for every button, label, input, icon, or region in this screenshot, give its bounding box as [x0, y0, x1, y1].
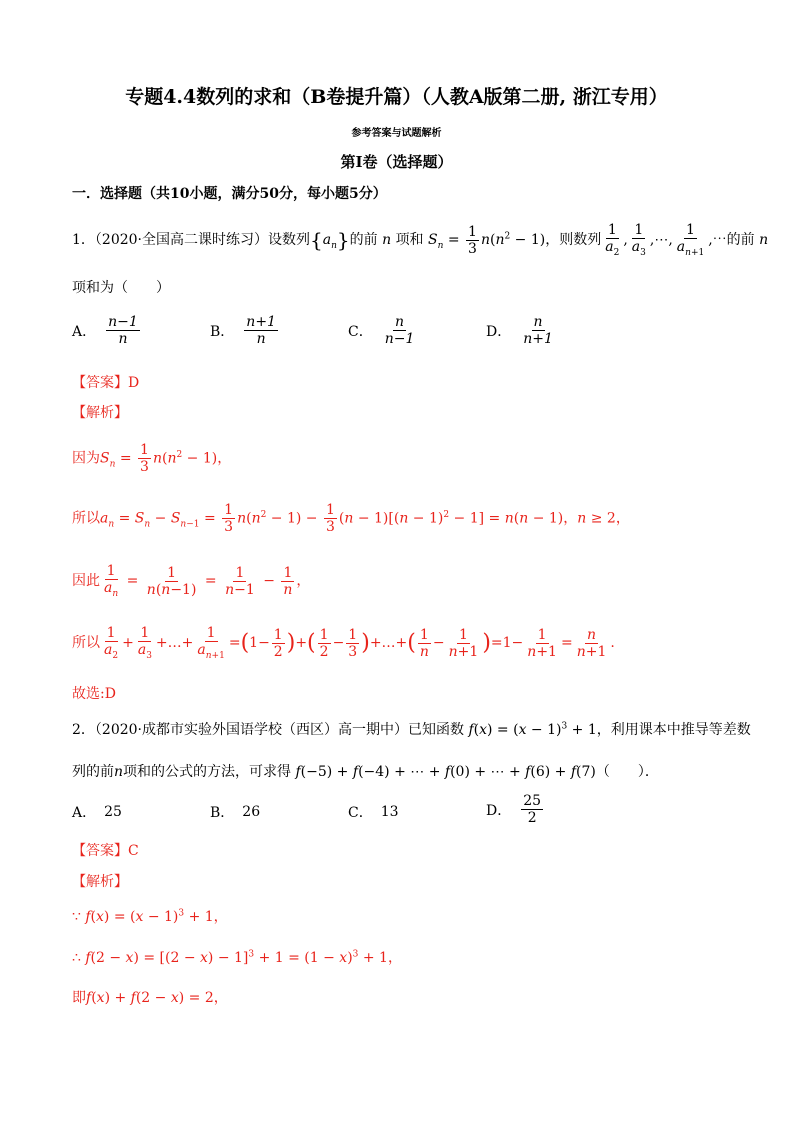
- q1-option-a[interactable]: A． $\frac{n-1}{n}$: [72, 314, 138, 348]
- q1-analysis-label: 【解析】: [72, 405, 128, 421]
- q1-stem-line1: 1．（2020·全国高二课时练习）设数列$\{a_n\}$的前 n 项和 $S_n$ = $\frac{1}{3}$ $n(n^2 - 1)$，则数列 $\frac{1}{a_2}$ , $\frac{1}{a_3}$ ,⋯, $\frac{1}{a_{n+1}}$ ,⋯的前 n: [72, 222, 769, 258]
- q1-option-b[interactable]: B． $\frac{n+1}{n}$: [210, 314, 276, 348]
- q1-seq-an: $\{a_n\}$: [310, 228, 350, 253]
- q2-number: 2．: [72, 722, 95, 738]
- q1-conclusion: 故选:D: [72, 686, 116, 702]
- q2-step2: ∴ $f(2 - x) = [(2 - x) - 1]^3 + 1 = (1 - x)^3 + 1$，: [72, 949, 402, 966]
- page-subtitle: 参考答案与试题解析: [351, 128, 442, 139]
- page-title: 专题4.4数列的求和（B卷提升篇）（人教A版第二册, 浙江专用）: [125, 86, 668, 108]
- q2-function: $f(x) = (x - 1)^3 + 1$: [468, 721, 597, 738]
- q2-analysis-label: 【解析】: [72, 874, 128, 890]
- q2-stem-line2: 列的前n项和的公式的方法，可求得 f(−5) + f(−4) + ⋯ + f(0) + ⋯ + f(6) + f(7)（ ）．: [72, 764, 659, 780]
- q2-option-d[interactable]: D． $\frac{25}{2}$: [486, 793, 542, 827]
- q2-step3: 即f(x) + f(2 − x) = 2，: [72, 990, 228, 1006]
- q1-step1: 因为$S_n$ = $\frac{1}{3}$ $n(n^2 - 1)$，: [72, 442, 232, 476]
- q1-step4: 所以 $\frac{1}{a_2}$ + $\frac{1}{a_3}$ +…+ $\frac{1}{a_{n+1}}$ =(1− $\frac{1}{2}$ )+( $\frac{1}{2}$ − $\frac{1}{3}$ )+…+( $\frac{1}{n}$ − $\frac{1}{n+1}$ )=1− $\frac{1}{n+1}$ = $\frac{n}{n+1}$ .: [72, 625, 615, 661]
- q1-number: 1．: [72, 232, 95, 249]
- volume-heading: 第Ⅰ卷（选择题）: [340, 153, 453, 171]
- q1-source: （2020·全国高二课时练习）: [94, 232, 269, 249]
- q2-answer: 【答案】C: [72, 843, 139, 859]
- section-heading: 一．选择题（共10小题，满分50分，每小题5分）: [72, 186, 387, 202]
- q1-answer: 【答案】D: [72, 375, 140, 391]
- q1-sn-formula: $S_n$ = $\frac{1}{3}$ $n(n^2 - 1)$: [428, 223, 546, 257]
- q1-seq-recip: $\frac{1}{a_2}$ , $\frac{1}{a_3}$ ,⋯, $\frac{1}{a_{n+1}}$ ,⋯: [605, 222, 727, 258]
- q2-option-b[interactable]: B． 26: [210, 804, 261, 821]
- q2-option-c[interactable]: C． 13: [348, 804, 399, 821]
- q2-step1: ∵ $f(x) = (x - 1)^3 + 1$，: [72, 908, 228, 925]
- q1-stem-line2: 项和为（ ）: [72, 280, 170, 296]
- q2-source: （2020·成都市实验外国语学校（西区）高一期中）: [94, 722, 408, 738]
- q2-option-a[interactable]: A． 25: [72, 804, 122, 821]
- q1-option-d[interactable]: D． $\frac{n}{n+1}$: [486, 314, 553, 348]
- q2-sum-expression: f(−5) + f(−4) + ⋯ + f(0) + ⋯ + f(6) + f(7): [295, 764, 596, 780]
- q1-option-c[interactable]: C． $\frac{n}{n-1}$: [348, 314, 415, 348]
- q2-stem-line1: 2．（2020·成都市实验外国语学校（西区）高一期中）已知函数 $f(x) = (x - 1)^3 + 1$，利用课本中推导等差数: [72, 721, 751, 738]
- q1-step3: 因此 $\frac{1}{a_n}$ = $\frac{1}{n(n-1)}$ = $\frac{1}{n-1}$ − $\frac{1}{n}$ ，: [72, 563, 311, 599]
- q1-step2: 所以$a_n = S_n - S_{n-1}$ = $\frac{1}{3}$ $n(n^2 - 1)$ − $\frac{1}{3}$ $(n - 1)[(n - 1)^2 - 1] = n(n - 1)$，n ≥ 2，: [72, 502, 630, 536]
